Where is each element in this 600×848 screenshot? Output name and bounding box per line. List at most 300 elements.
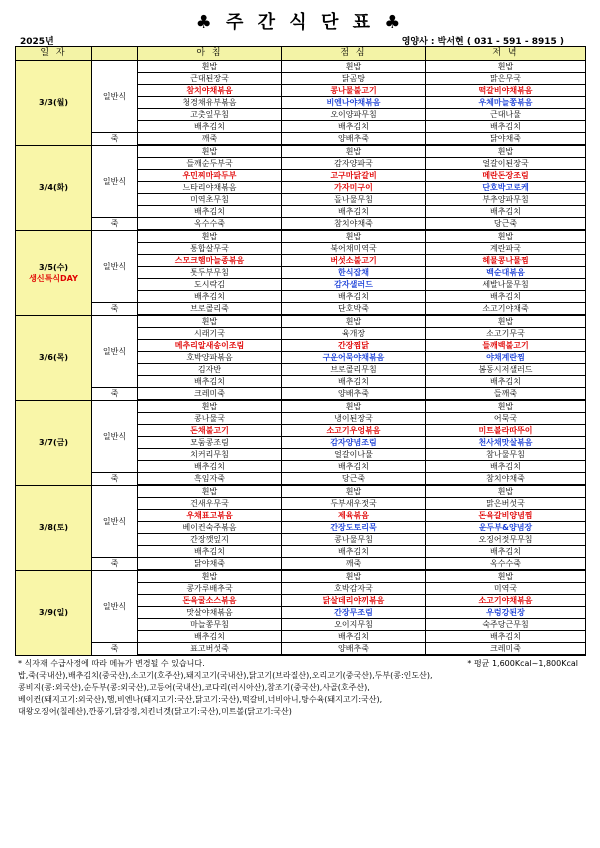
breakfast-dish-text: 미역초무침 <box>190 195 229 204</box>
header-kind <box>92 47 138 61</box>
dinner-dish <box>426 145 586 158</box>
dinner-dish <box>426 364 586 376</box>
lunch-dish <box>282 267 426 279</box>
lunch-dish <box>282 291 426 303</box>
lunch-dish-text: 닭곰탕 <box>341 74 366 83</box>
lunch-dish <box>282 73 426 85</box>
lunch-dish-text: 흰밥 <box>345 62 362 71</box>
dinner-dish-text: 오징어젓무무침 <box>478 535 533 544</box>
breakfast-dish-text: 맛살야채볶음 <box>186 608 233 617</box>
lunch-dish-text: 감자샐러드 <box>334 280 373 289</box>
lunch-dish <box>282 364 426 376</box>
breakfast-juk-text: 표고버섯죽 <box>190 644 229 653</box>
breakfast-dish <box>138 413 282 425</box>
breakfast-dish-text: 우민찌마파두부 <box>182 171 237 180</box>
dinner-dish-text: 메란돈장조림 <box>482 171 529 180</box>
breakfast-dish <box>138 546 282 558</box>
breakfast-dish <box>138 85 282 97</box>
lunch-dish <box>282 510 426 522</box>
breakfast-dish <box>138 400 282 413</box>
dinner-dish <box>426 461 586 473</box>
lunch-dish-text: 간장도토리묵 <box>330 523 377 532</box>
dinner-dish-text: 흰밥 <box>497 232 514 241</box>
juk-row <box>16 218 586 231</box>
juk-row <box>16 133 586 146</box>
dinner-juk <box>426 388 586 401</box>
lunch-dish <box>282 340 426 352</box>
dinner-dish-text: 흰밥 <box>497 572 514 581</box>
header-lunch: 점 심 <box>282 47 426 61</box>
lunch-dish-text: 가자미구이 <box>334 183 373 192</box>
dinner-dish <box>426 230 586 243</box>
breakfast-dish-text: 흰밥 <box>201 232 218 241</box>
dinner-dish-text: 배추김치 <box>490 207 521 216</box>
lunch-dish <box>282 182 426 194</box>
dinner-dish <box>426 619 586 631</box>
lunch-dish <box>282 97 426 109</box>
notes <box>18 658 588 670</box>
lunch-dish <box>282 315 426 328</box>
breakfast-dish <box>138 97 282 109</box>
lunch-dish-text: 간장찜닭 <box>338 341 369 350</box>
breakfast-dish-text: 배추김치 <box>194 122 225 131</box>
dinner-dish <box>426 498 586 510</box>
dinner-dish-text: 소고기야채볶음 <box>478 596 533 605</box>
breakfast-dish-text: 느타리야채볶음 <box>182 183 237 192</box>
menu-row <box>16 315 586 328</box>
menu-body <box>16 61 586 656</box>
lunch-dish <box>282 400 426 413</box>
breakfast-dish-text: 간장깻잎지 <box>190 535 229 544</box>
breakfast-dish-text: 도시락김 <box>194 280 225 289</box>
lunch-dish <box>282 170 426 182</box>
breakfast-dish <box>138 121 282 133</box>
lunch-dish-text: 배추김치 <box>338 122 369 131</box>
breakfast-dish-text: 메추리알새송이조림 <box>174 341 245 350</box>
breakfast-dish <box>138 461 282 473</box>
lunch-juk-text: 양배추죽 <box>338 644 369 653</box>
dinner-dish-text: 운두부&양념장 <box>478 523 533 532</box>
breakfast-dish <box>138 522 282 534</box>
dinner-juk <box>426 303 586 316</box>
breakfast-juk <box>138 473 282 486</box>
notes-kcal: * 평균 1,600Kcal~1,800Kcal <box>467 659 578 668</box>
lunch-dish-text: 흰밥 <box>345 232 362 241</box>
dinner-dish <box>426 449 586 461</box>
breakfast-juk <box>138 218 282 231</box>
breakfast-dish <box>138 534 282 546</box>
lunch-juk <box>282 473 426 486</box>
breakfast-dish <box>138 437 282 449</box>
lunch-dish-text: 흰밥 <box>345 147 362 156</box>
origin-line: 베이컨(돼지고기:외국산),햄,비엔나(돼지고기:국산,닭고기:국산),떡갈비,너비아니,탕수육(돼지고기:국산), <box>18 695 383 704</box>
meal-kind-juk: 죽 <box>92 473 138 486</box>
menu-row <box>16 485 586 498</box>
juk-row <box>16 558 586 571</box>
day-date: 3/5(수) <box>38 262 69 272</box>
breakfast-juk-text: 옥수수죽 <box>194 219 225 228</box>
breakfast-dish <box>138 449 282 461</box>
lunch-juk <box>282 303 426 316</box>
lunch-dish <box>282 461 426 473</box>
meal-kind-normal: 일반식 <box>92 400 138 473</box>
breakfast-dish <box>138 328 282 340</box>
breakfast-dish <box>138 291 282 303</box>
day-date-cell <box>16 230 92 315</box>
day-date-cell <box>16 61 92 146</box>
lunch-juk-text: 깨죽 <box>345 559 362 568</box>
dinner-dish <box>426 206 586 218</box>
breakfast-dish <box>138 510 282 522</box>
dinner-dish-text: 단호박고로케 <box>482 183 529 192</box>
lunch-dish <box>282 619 426 631</box>
origin-line: 대왕오징어(칠레산),깐풍기,닭강정,치킨너겟(닭고기:국산),미트볼(닭고기:국산) <box>18 707 292 716</box>
meal-kind-juk: 죽 <box>92 558 138 571</box>
breakfast-dish <box>138 61 282 73</box>
day-date-cell <box>16 400 92 485</box>
breakfast-juk <box>138 558 282 571</box>
lunch-dish <box>282 413 426 425</box>
dinner-dish-text: 배추김치 <box>490 547 521 556</box>
breakfast-dish <box>138 619 282 631</box>
breakfast-dish-text: 흰밥 <box>201 572 218 581</box>
lunch-juk <box>282 388 426 401</box>
breakfast-juk <box>138 303 282 316</box>
day-date: 3/3(월) <box>38 98 69 108</box>
dinner-juk-text: 들깨죽 <box>493 389 518 398</box>
meal-kind-juk: 죽 <box>92 133 138 146</box>
day-date: 3/7(금) <box>38 438 69 447</box>
lunch-dish-text: 감자양파국 <box>334 159 373 168</box>
dinner-dish <box>426 291 586 303</box>
lunch-juk-text: 단호박죽 <box>338 304 369 313</box>
dinner-juk-text: 크레미죽 <box>490 644 521 653</box>
lunch-dish <box>282 437 426 449</box>
lunch-dish-text: 육개장 <box>341 329 366 338</box>
lunch-dish-text: 돌나물무침 <box>334 195 373 204</box>
day-date-cell <box>16 145 92 230</box>
breakfast-dish <box>138 73 282 85</box>
header-date: 일 자 <box>16 47 92 61</box>
breakfast-dish-text: 청경채유부볶음 <box>182 98 237 107</box>
juk-row <box>16 473 586 486</box>
breakfast-dish-text: 흰밥 <box>201 402 218 411</box>
dinner-dish <box>426 485 586 498</box>
breakfast-juk-text: 닭야채죽 <box>194 559 225 568</box>
breakfast-dish <box>138 340 282 352</box>
dinner-dish <box>426 546 586 558</box>
dinner-dish <box>426 376 586 388</box>
lunch-juk-text: 참치야채죽 <box>334 219 373 228</box>
lunch-dish <box>282 279 426 291</box>
breakfast-dish-text: 돈채불고기 <box>190 426 229 435</box>
breakfast-dish-text: 배추김치 <box>194 547 225 556</box>
dinner-dish-text: 배추김치 <box>490 122 521 131</box>
meal-kind-normal: 일반식 <box>92 145 138 218</box>
lunch-dish-text: 감자양념조림 <box>330 438 377 447</box>
lunch-dish-text: 배추김치 <box>338 462 369 471</box>
breakfast-dish-text: 흰밥 <box>201 62 218 71</box>
lunch-juk <box>282 558 426 571</box>
breakfast-dish <box>138 485 282 498</box>
dinner-dish <box>426 352 586 364</box>
juk-row <box>16 303 586 316</box>
dinner-dish <box>426 267 586 279</box>
lunch-dish-text: 고구마닭갈비 <box>330 171 377 180</box>
breakfast-dish <box>138 267 282 279</box>
dinner-dish <box>426 510 586 522</box>
dinner-dish <box>426 158 586 170</box>
lunch-dish-text: 북어채미역국 <box>330 244 377 253</box>
lunch-dish <box>282 583 426 595</box>
menu-row <box>16 145 586 158</box>
breakfast-dish <box>138 230 282 243</box>
lunch-dish <box>282 194 426 206</box>
lunch-dish-text: 콩나물무침 <box>334 535 373 544</box>
dinner-dish <box>426 121 586 133</box>
origin-line: 콩비지(콩:외국산),순두부(콩:외국산),고등어(국내산),코다리(러시아산),참조기(중국산),사골(호주산), <box>18 683 370 692</box>
breakfast-juk <box>138 388 282 401</box>
dinner-juk-text: 참치야채죽 <box>486 474 525 483</box>
dinner-dish-text: 참나물무침 <box>486 450 525 459</box>
lunch-dish-text: 냉이된장국 <box>334 414 373 423</box>
breakfast-dish <box>138 352 282 364</box>
meal-kind-normal: 일반식 <box>92 230 138 303</box>
breakfast-dish-text: 호박양파볶음 <box>186 353 233 362</box>
lunch-dish-text: 배추김치 <box>338 292 369 301</box>
dinner-dish-text: 떡갈비야채볶음 <box>478 86 533 95</box>
breakfast-dish-text: 근대된장국 <box>190 74 229 83</box>
lunch-dish-text: 닭살데리야끼볶음 <box>322 596 385 605</box>
dinner-juk <box>426 133 586 146</box>
lunch-dish-text: 제육볶음 <box>338 511 369 520</box>
juk-row <box>16 388 586 401</box>
meal-kind-juk: 죽 <box>92 643 138 656</box>
breakfast-dish-text: 흰밥 <box>201 487 218 496</box>
lunch-dish-text: 얼갈이나물 <box>334 450 373 459</box>
dinner-dish <box>426 109 586 121</box>
dinner-dish <box>426 607 586 619</box>
lunch-juk <box>282 643 426 656</box>
lunch-dish <box>282 546 426 558</box>
dinner-dish-text: 흰밥 <box>497 487 514 496</box>
dinner-dish-text: 소고기무국 <box>486 329 525 338</box>
lunch-dish-text: 콩나물불고기 <box>330 86 377 95</box>
lunch-dish-text: 구운어묵야채볶음 <box>322 353 385 362</box>
dinner-dish <box>426 182 586 194</box>
lunch-dish <box>282 328 426 340</box>
day-date: 3/9(일) <box>38 608 69 617</box>
dinner-dish <box>426 170 586 182</box>
dinner-dish-text: 야채계란찜 <box>486 353 525 362</box>
lunch-dish <box>282 449 426 461</box>
day-date-cell <box>16 315 92 400</box>
breakfast-dish-text: 흰밥 <box>201 147 218 156</box>
breakfast-dish <box>138 182 282 194</box>
lunch-dish <box>282 109 426 121</box>
day-date: 3/4(화) <box>38 183 69 192</box>
dinner-dish <box>426 437 586 449</box>
breakfast-dish-text: 모둠콩조림 <box>190 438 229 447</box>
dinner-dish-text: 헤물콩나물찜 <box>482 256 529 265</box>
lunch-dish <box>282 376 426 388</box>
breakfast-dish <box>138 607 282 619</box>
juk-row <box>16 643 586 656</box>
dinner-dish <box>426 400 586 413</box>
lunch-dish-text: 흰밥 <box>345 572 362 581</box>
origin-info <box>18 670 588 718</box>
breakfast-dish <box>138 170 282 182</box>
dinner-dish-text: 배추김치 <box>490 292 521 301</box>
breakfast-dish-text: 들깨순두부국 <box>186 159 233 168</box>
breakfast-dish <box>138 364 282 376</box>
dinner-juk <box>426 218 586 231</box>
lunch-dish-text: 두부새우젓국 <box>330 499 377 508</box>
notes-change: * 식자재 수급사정에 따라 메뉴가 변경될 수 있습니다. <box>18 659 205 668</box>
lunch-dish <box>282 61 426 73</box>
breakfast-dish-text: 콩가루배추국 <box>186 584 233 593</box>
breakfast-dish-text: 치커리무침 <box>190 450 229 459</box>
breakfast-dish <box>138 631 282 643</box>
lunch-dish <box>282 570 426 583</box>
lunch-dish-text: 배추김치 <box>338 547 369 556</box>
meal-kind-normal: 일반식 <box>92 315 138 388</box>
lunch-dish <box>282 425 426 437</box>
dinner-dish-text: 봄동시저샐러드 <box>478 365 533 374</box>
weekly-menu-table <box>15 46 586 656</box>
page-title: ♣ 주 간 식 단 표 ♣ <box>195 12 405 33</box>
lunch-dish-text: 간장무조림 <box>334 608 373 617</box>
dinner-juk-text: 옥수수죽 <box>490 559 521 568</box>
breakfast-dish <box>138 194 282 206</box>
day-special: 생신특식DAY <box>29 273 78 283</box>
menu-row <box>16 61 586 73</box>
lunch-dish-text: 흰밥 <box>345 317 362 326</box>
dinner-juk <box>426 558 586 571</box>
lunch-dish-text: 버섯소불고기 <box>330 256 377 265</box>
meal-kind-juk: 죽 <box>92 303 138 316</box>
dinner-juk-text: 당근죽 <box>493 219 518 228</box>
dinner-dish-text: 천사채맛살볶음 <box>478 438 533 447</box>
lunch-dish <box>282 534 426 546</box>
breakfast-juk-text: 흑임자죽 <box>194 474 225 483</box>
dinner-dish-text: 배추김치 <box>490 377 521 386</box>
breakfast-dish-text: 배추김치 <box>194 377 225 386</box>
breakfast-dish-text: 콩나물국 <box>194 414 225 423</box>
lunch-dish-text: 한식잡채 <box>338 268 369 277</box>
lunch-dish-text: 흰밥 <box>345 487 362 496</box>
dinner-dish-text: 우체마늘쫑볶음 <box>478 98 533 107</box>
breakfast-dish-text: 건새우무국 <box>190 499 229 508</box>
lunch-dish-text: 호박감자국 <box>334 584 373 593</box>
dinner-dish-text: 흰밥 <box>497 402 514 411</box>
dinner-dish <box>426 243 586 255</box>
dinner-dish <box>426 315 586 328</box>
dinner-dish-text: 맑은무국 <box>490 74 521 83</box>
dinner-dish-text: 우렁강된장 <box>486 608 525 617</box>
dinner-dish-text: 배추김치 <box>490 462 521 471</box>
dinner-dish <box>426 340 586 352</box>
dinner-dish <box>426 328 586 340</box>
breakfast-dish-text: 배추김치 <box>194 207 225 216</box>
lunch-dish-text: 브로콜리무침 <box>330 365 377 374</box>
lunch-dish-text: 배추김치 <box>338 632 369 641</box>
lunch-dish <box>282 145 426 158</box>
breakfast-dish <box>138 109 282 121</box>
breakfast-dish <box>138 315 282 328</box>
header-breakfast: 아 침 <box>138 47 282 61</box>
day-date-cell <box>16 485 92 570</box>
dinner-dish <box>426 61 586 73</box>
dinner-dish-text: 미트볼라따뚜이 <box>478 426 533 435</box>
menu-row <box>16 570 586 583</box>
breakfast-dish-text: 배추김치 <box>194 462 225 471</box>
dinner-dish <box>426 279 586 291</box>
lunch-dish-text: 배추김치 <box>338 377 369 386</box>
dinner-dish-text: 흰밥 <box>497 62 514 71</box>
dinner-dish <box>426 97 586 109</box>
dinner-dish-text: 부추양파무침 <box>482 195 529 204</box>
dinner-juk-text: 닭야채죽 <box>490 134 521 143</box>
breakfast-dish-text: 배추김치 <box>194 292 225 301</box>
lunch-dish <box>282 230 426 243</box>
dinner-dish-text: 흰밥 <box>497 147 514 156</box>
lunch-dish <box>282 121 426 133</box>
dinner-dish <box>426 583 586 595</box>
breakfast-dish-text: 돈육굴소스볶음 <box>182 596 237 605</box>
dinner-dish-text: 미역국 <box>493 584 518 593</box>
dinner-juk <box>426 643 586 656</box>
breakfast-dish-text: 김자반 <box>197 365 222 374</box>
dinner-dish-text: 어묵국 <box>493 414 518 423</box>
lunch-dish <box>282 255 426 267</box>
dinner-dish <box>426 255 586 267</box>
breakfast-dish <box>138 279 282 291</box>
day-date: 3/8(토) <box>38 523 69 532</box>
lunch-dish-text: 배추김치 <box>338 207 369 216</box>
lunch-juk-text: 양배추죽 <box>338 134 369 143</box>
meal-kind-juk: 죽 <box>92 218 138 231</box>
dinner-dish <box>426 73 586 85</box>
breakfast-dish <box>138 425 282 437</box>
dinner-dish-text: 맑은버섯국 <box>486 499 525 508</box>
dinner-dish <box>426 194 586 206</box>
meal-kind-normal: 일반식 <box>92 485 138 558</box>
dinner-dish <box>426 85 586 97</box>
menu-row <box>16 230 586 243</box>
lunch-dish <box>282 595 426 607</box>
breakfast-dish-text: 마늘쫑무침 <box>190 620 229 629</box>
breakfast-dish-text: 시래기국 <box>194 329 225 338</box>
menu-row <box>16 400 586 413</box>
breakfast-dish <box>138 376 282 388</box>
year-label: 2025년 <box>20 37 54 47</box>
breakfast-dish-text: 참치야채볶음 <box>186 86 233 95</box>
dinner-dish-text: 들깨백불고기 <box>482 341 529 350</box>
dinner-dish-text: 흰밥 <box>497 317 514 326</box>
origin-line: 밥,죽(국내산),배추김치(중국산),소고기(호주산),돼지고기(국내산),닭고기(브라질산),오리고기(중국산),두부(콩:인도산), <box>18 671 433 680</box>
lunch-dish <box>282 631 426 643</box>
breakfast-dish <box>138 243 282 255</box>
lunch-juk <box>282 218 426 231</box>
dinner-dish <box>426 522 586 534</box>
breakfast-juk <box>138 643 282 656</box>
lunch-dish-text: 비엔나야채볶음 <box>326 98 381 107</box>
breakfast-dish-text: 배추김치 <box>194 632 225 641</box>
breakfast-dish-text: 흰밥 <box>201 317 218 326</box>
dinner-dish <box>426 534 586 546</box>
breakfast-dish-text: 베이컨숙주볶음 <box>182 523 237 532</box>
